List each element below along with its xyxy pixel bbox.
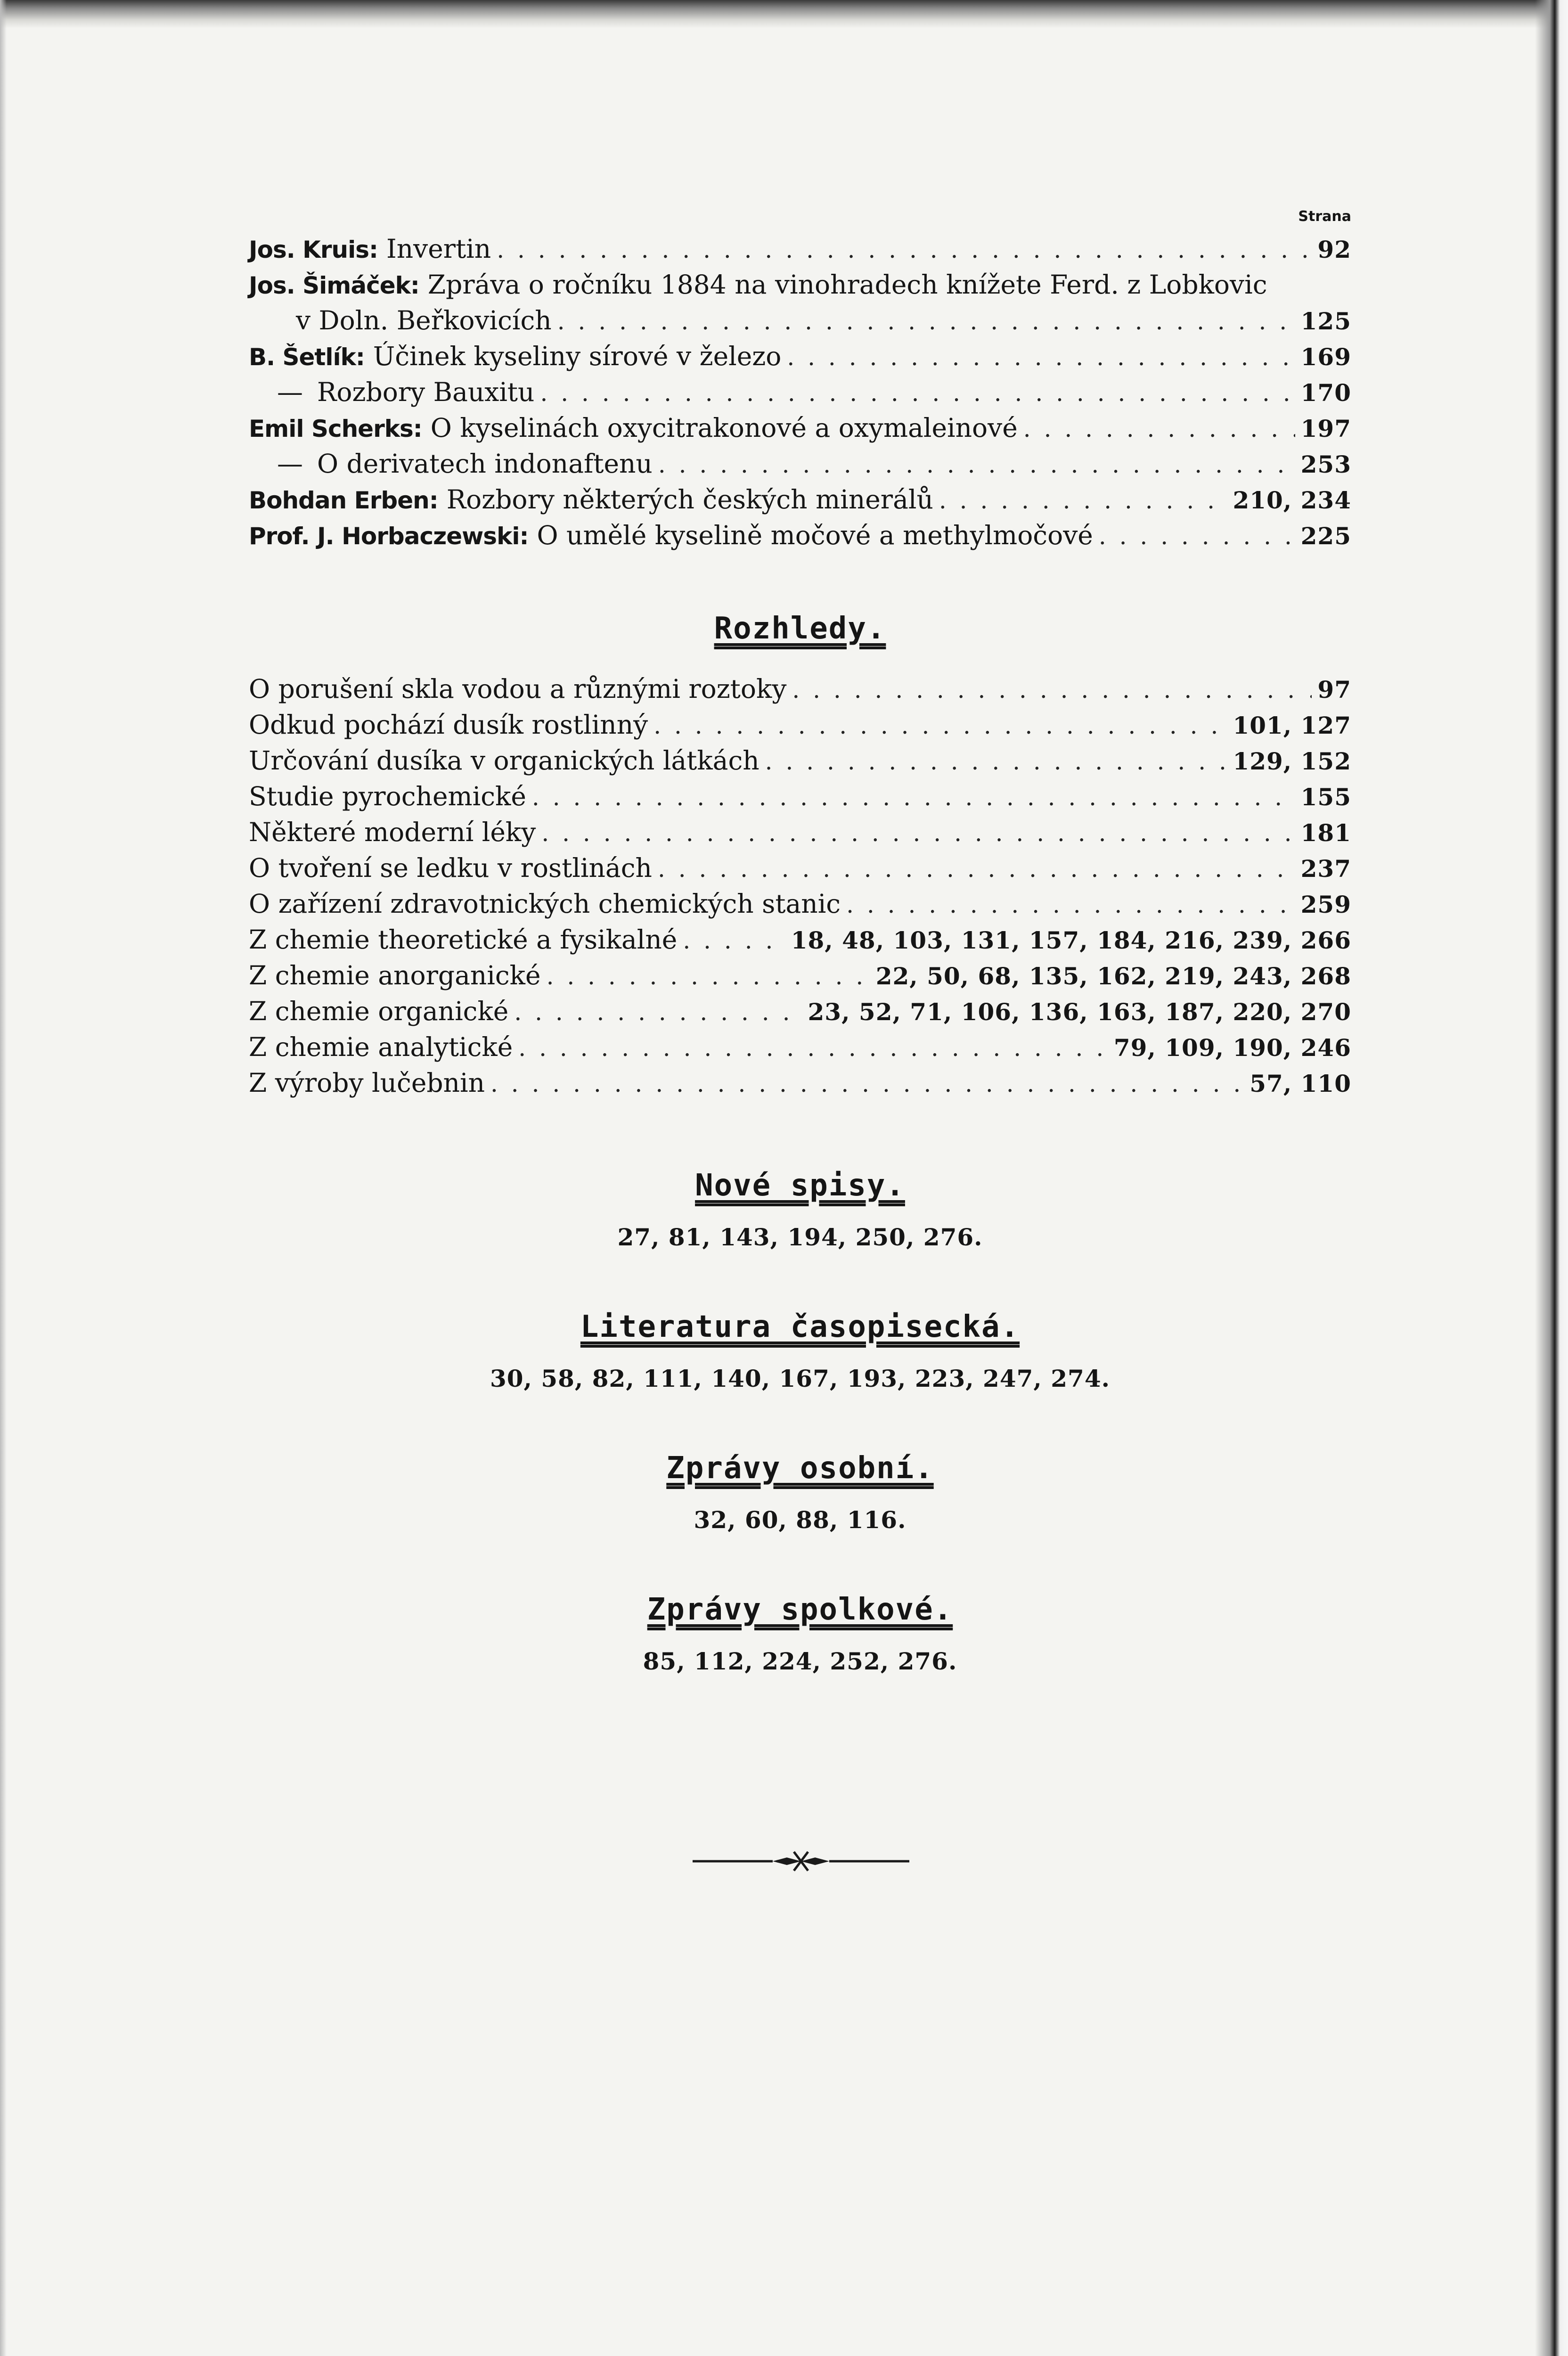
zpravy-spolkove-pages: 85, 112, 224, 252, 276. xyxy=(643,1647,957,1675)
entry-title: O tvoření se ledku v rostlinách xyxy=(249,853,652,883)
entry-title: Rozbory Bauxitu xyxy=(317,377,535,407)
toc-entry xyxy=(249,410,1351,446)
entry-pages: 155 xyxy=(1300,783,1351,811)
dot-leader xyxy=(1023,411,1295,447)
rozhledy-entry xyxy=(249,922,1351,957)
rozhledy-entry xyxy=(249,850,1351,886)
toc-entry xyxy=(249,482,1351,517)
ditto-dash: — xyxy=(277,449,303,479)
rozhledy-entry xyxy=(249,743,1351,778)
entry-author: Jos. Šimáček: xyxy=(249,272,419,299)
toc-entry-continuation xyxy=(249,303,1351,338)
dot-leader xyxy=(532,779,1295,815)
entry-author: Jos. Kruis: xyxy=(249,236,378,263)
entry-pages: 129, 152 xyxy=(1233,747,1351,775)
dot-leader xyxy=(557,303,1295,339)
entry-title: O umělé kyselině močové a methylmočové xyxy=(537,520,1093,550)
section-heading-zpravy-spolkove: Zprávy spolkové. xyxy=(647,1592,953,1627)
section-heading-literatura: Literatura časopisecká. xyxy=(580,1309,1020,1344)
dot-leader xyxy=(765,744,1227,779)
entry-author: B. Šetlík: xyxy=(249,344,365,371)
entry-title: Některé moderní léky xyxy=(249,817,536,847)
dot-leader xyxy=(653,708,1227,744)
entry-pages: 18, 48, 103, 131, 157, 184, 216, 239, 266 xyxy=(791,926,1351,954)
literatura-pages: 30, 58, 82, 111, 140, 167, 193, 223, 247, 274. xyxy=(490,1365,1111,1392)
scan-edge-right xyxy=(1535,0,1568,2356)
entry-title: Rozbory některých českých minerálů xyxy=(446,484,933,515)
toc-entry xyxy=(249,338,1351,374)
entry-author: Bohdan Erben: xyxy=(249,487,438,514)
entry-title: O zařízení zdravotnických chemických stanic xyxy=(249,889,841,919)
rozhledy-entry xyxy=(249,957,1351,993)
entry-pages: 170 xyxy=(1300,379,1351,407)
dot-leader xyxy=(787,339,1295,375)
entry-pages: 225 xyxy=(1300,522,1351,550)
entry-pages: 79, 109, 190, 246 xyxy=(1113,1034,1351,1062)
entry-pages: 237 xyxy=(1300,855,1351,883)
toc-entry xyxy=(249,374,1351,410)
dot-leader xyxy=(792,672,1312,708)
toc-entry xyxy=(249,446,1351,482)
dot-leader xyxy=(939,483,1227,518)
dot-leader xyxy=(846,887,1295,923)
entry-title: Zpráva o ročníku 1884 na vinohradech knížete Ferd. z Lobkovic xyxy=(427,270,1267,300)
entry-pages: 92 xyxy=(1317,236,1351,263)
entry-title: Z chemie organické xyxy=(249,996,509,1026)
nove-spisy-pages: 27, 81, 143, 194, 250, 276. xyxy=(617,1223,983,1251)
dot-leader xyxy=(683,923,785,958)
rozhledy-entry xyxy=(249,671,1351,707)
dot-leader xyxy=(547,958,870,994)
ditto-dash: — xyxy=(277,377,303,407)
entry-title: Z chemie theoretické a fysikalné xyxy=(249,924,678,955)
dot-leader xyxy=(541,815,1295,851)
entry-pages: 97 xyxy=(1317,676,1351,704)
rozhledy-entry xyxy=(249,778,1351,814)
entry-pages: 23, 52, 71, 106, 136, 163, 187, 220, 270 xyxy=(808,998,1351,1026)
entry-title: Z chemie analytické xyxy=(249,1032,513,1062)
entry-pages: 22, 50, 68, 135, 162, 219, 243, 268 xyxy=(875,962,1351,990)
zpravy-osobni-pages: 32, 60, 88, 116. xyxy=(694,1506,906,1534)
entry-title: Z chemie anorganické xyxy=(249,960,541,990)
toc-entry xyxy=(249,231,1351,267)
scan-edge-top xyxy=(0,0,1568,28)
entry-title: Účinek kyseliny sírové v železo xyxy=(373,341,782,371)
rozhledy-entry xyxy=(249,814,1351,850)
rozhledy-entry xyxy=(249,993,1351,1029)
entry-title: Invertin xyxy=(386,234,491,264)
entry-title: Určování dusíka v organických látkách xyxy=(249,745,760,776)
entry-pages: 181 xyxy=(1300,819,1351,847)
entry-pages: 101, 127 xyxy=(1233,712,1351,739)
dot-leader xyxy=(518,1030,1108,1066)
entry-title: Z výroby lučebnin xyxy=(249,1068,485,1098)
entry-pages: 57, 110 xyxy=(1250,1070,1351,1097)
dot-leader xyxy=(490,1066,1244,1102)
entry-pages: 125 xyxy=(1300,307,1351,335)
rozhledy-entry xyxy=(249,886,1351,922)
ornament-divider-icon xyxy=(693,1847,909,1875)
entry-author: Prof. J. Horbaczewski: xyxy=(249,523,529,550)
entry-title: O porušení skla vodou a různými roztoky xyxy=(249,674,787,704)
entry-title: Studie pyrochemické xyxy=(249,781,526,811)
page-column-label: Strana xyxy=(1298,208,1351,225)
dot-leader xyxy=(497,232,1312,268)
dot-leader xyxy=(658,851,1295,887)
entry-pages: 169 xyxy=(1300,343,1351,371)
dot-leader xyxy=(540,375,1295,411)
entry-author: Emil Scherks: xyxy=(249,415,422,442)
entry-title: O kyselinách oxycitrakonové a oxymaleinové xyxy=(430,413,1018,443)
rozhledy-entry xyxy=(249,1029,1351,1065)
section-heading-rozhledy: Rozhledy. xyxy=(714,611,886,646)
entry-title-continued: v Doln. Beřkovicích xyxy=(296,305,552,335)
entry-pages: 210, 234 xyxy=(1233,486,1351,514)
rozhledy-entry xyxy=(249,707,1351,743)
section-heading-nove-spisy: Nové spisy. xyxy=(695,1168,905,1203)
section-heading-zpravy-osobni: Zprávy osobní. xyxy=(666,1451,934,1486)
rozhledy-entry xyxy=(249,1065,1351,1101)
dot-leader xyxy=(1099,518,1295,554)
entry-pages: 259 xyxy=(1300,891,1351,918)
page-body xyxy=(249,203,1351,1680)
entry-pages: 197 xyxy=(1300,415,1351,442)
entry-pages: 253 xyxy=(1300,450,1351,478)
dot-leader xyxy=(514,994,802,1030)
toc-entry xyxy=(249,267,1351,303)
scan-edge-left xyxy=(0,0,7,2356)
dot-leader xyxy=(658,447,1295,483)
toc-entry xyxy=(249,517,1351,553)
entry-title: O derivatech indonaftenu xyxy=(317,449,653,479)
entry-title: Odkud pochází dusík rostlinný xyxy=(249,710,648,740)
